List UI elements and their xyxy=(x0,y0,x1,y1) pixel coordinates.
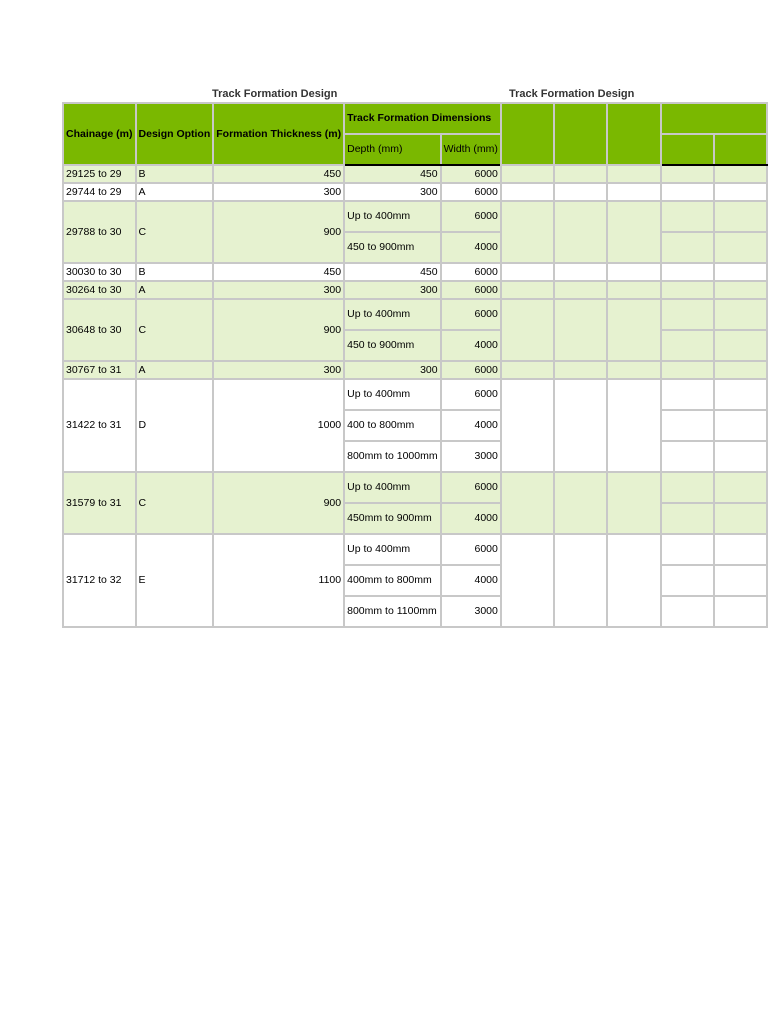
blank-cell xyxy=(661,441,714,472)
blank-cell xyxy=(661,565,714,596)
thickness-cell: 300 xyxy=(213,361,344,379)
blank-cell xyxy=(714,281,767,299)
depth-cell: 450 to 900mm xyxy=(344,232,440,263)
width-cell: 4000 xyxy=(441,330,501,361)
blank-cell xyxy=(554,165,607,183)
thickness-cell: 900 xyxy=(213,472,344,534)
table-row xyxy=(63,379,767,410)
blank-cell xyxy=(714,201,767,232)
blank-cell xyxy=(554,201,607,263)
table-row xyxy=(63,201,767,232)
width-cell: 6000 xyxy=(441,165,501,183)
blank-cell xyxy=(501,201,554,263)
option-cell: C xyxy=(136,472,214,534)
blank-cell xyxy=(661,379,714,410)
blank-cell xyxy=(501,472,554,534)
depth-cell: 450 xyxy=(344,263,440,281)
blank-cell xyxy=(607,183,660,201)
header-chainage: Chainage (m) xyxy=(63,103,136,165)
chainage-cell: 30030 to 30 xyxy=(63,263,136,281)
chainage-cell: 30767 to 31 xyxy=(63,361,136,379)
depth-cell: Up to 400mm xyxy=(344,379,440,410)
blank-cell xyxy=(714,299,767,330)
chainage-cell: 29125 to 29 xyxy=(63,165,136,183)
blank-cell xyxy=(607,165,660,183)
thickness-cell: 300 xyxy=(213,281,344,299)
header-depth: Depth (mm) xyxy=(344,134,440,165)
table-row xyxy=(63,263,767,281)
chainage-cell: 30648 to 30 xyxy=(63,299,136,361)
blank-cell xyxy=(714,379,767,410)
blank-cell xyxy=(501,379,554,472)
chainage-cell: 29744 to 29 xyxy=(63,183,136,201)
depth-cell: 450 xyxy=(344,165,440,183)
blank-cell xyxy=(714,165,767,183)
option-cell: C xyxy=(136,299,214,361)
blank-cell xyxy=(607,201,660,263)
blank-cell xyxy=(661,263,714,281)
blank-cell xyxy=(661,503,714,534)
blank-cell xyxy=(661,330,714,361)
option-cell: C xyxy=(136,201,214,263)
thickness-cell: 1100 xyxy=(213,534,344,627)
header-blank-group xyxy=(661,103,768,134)
blank-cell xyxy=(714,330,767,361)
option-cell: A xyxy=(136,183,214,201)
width-cell: 6000 xyxy=(441,534,501,565)
width-cell: 4000 xyxy=(441,565,501,596)
depth-cell: 800mm to 1100mm xyxy=(344,596,440,627)
width-cell: 3000 xyxy=(441,441,501,472)
thickness-cell: 450 xyxy=(213,263,344,281)
option-cell: A xyxy=(136,281,214,299)
chainage-cell: 31712 to 32 xyxy=(63,534,136,627)
blank-cell xyxy=(661,410,714,441)
depth-cell: 450mm to 900mm xyxy=(344,503,440,534)
width-cell: 4000 xyxy=(441,503,501,534)
thickness-cell: 900 xyxy=(213,299,344,361)
thickness-cell: 900 xyxy=(213,201,344,263)
track-formation-table xyxy=(62,102,768,628)
blank-cell xyxy=(554,299,607,361)
chainage-cell: 31422 to 31 xyxy=(63,379,136,472)
thickness-cell: 450 xyxy=(213,165,344,183)
width-cell: 3000 xyxy=(441,596,501,627)
blank-cell xyxy=(714,232,767,263)
blank-cell xyxy=(501,263,554,281)
blank-cell xyxy=(501,165,554,183)
depth-cell: 800mm to 1000mm xyxy=(344,441,440,472)
width-cell: 6000 xyxy=(441,472,501,503)
blank-cell xyxy=(661,299,714,330)
header-dimensions: Track Formation Dimensions xyxy=(344,103,501,134)
table-row xyxy=(63,299,767,330)
width-cell: 6000 xyxy=(441,183,501,201)
depth-cell: Up to 400mm xyxy=(344,472,440,503)
blank-cell xyxy=(501,183,554,201)
blank-cell xyxy=(554,281,607,299)
option-cell: B xyxy=(136,165,214,183)
chainage-cell: 31579 to 31 xyxy=(63,472,136,534)
thickness-cell: 1000 xyxy=(213,379,344,472)
header-width: Width (mm) xyxy=(441,134,501,165)
header-blank-col8 xyxy=(607,103,660,165)
blank-cell xyxy=(607,472,660,534)
blank-cell xyxy=(661,534,714,565)
depth-cell: 300 xyxy=(344,183,440,201)
chainage-cell: 29788 to 30 xyxy=(63,201,136,263)
depth-cell: Up to 400mm xyxy=(344,299,440,330)
blank-cell xyxy=(607,361,660,379)
header-design-option: Design Option xyxy=(136,103,214,165)
blank-cell xyxy=(661,361,714,379)
blank-cell xyxy=(661,201,714,232)
width-cell: 6000 xyxy=(441,361,501,379)
option-cell: D xyxy=(136,379,214,472)
width-cell: 4000 xyxy=(441,232,501,263)
depth-cell: 400 to 800mm xyxy=(344,410,440,441)
blank-cell xyxy=(501,361,554,379)
option-cell: A xyxy=(136,361,214,379)
header-blank-sub1 xyxy=(661,134,714,165)
blank-cell xyxy=(714,472,767,503)
depth-cell: 300 xyxy=(344,361,440,379)
header-blank-col7 xyxy=(554,103,607,165)
page-title-left: Track Formation Design xyxy=(212,88,338,100)
option-cell: B xyxy=(136,263,214,281)
width-cell: 6000 xyxy=(441,201,501,232)
blank-cell xyxy=(661,165,714,183)
blank-cell xyxy=(501,281,554,299)
blank-cell xyxy=(714,410,767,441)
blank-cell xyxy=(501,299,554,361)
blank-cell xyxy=(607,299,660,361)
width-cell: 6000 xyxy=(441,299,501,330)
table-row xyxy=(63,165,767,183)
blank-cell xyxy=(607,263,660,281)
blank-cell xyxy=(554,534,607,627)
option-cell: E xyxy=(136,534,214,627)
depth-cell: 450 to 900mm xyxy=(344,330,440,361)
thickness-cell: 300 xyxy=(213,183,344,201)
blank-cell xyxy=(501,534,554,627)
depth-cell: 400mm to 800mm xyxy=(344,565,440,596)
blank-cell xyxy=(554,379,607,472)
blank-cell xyxy=(554,183,607,201)
blank-cell xyxy=(607,534,660,627)
page-title-right: Track Formation Design xyxy=(509,88,635,100)
blank-cell xyxy=(661,596,714,627)
width-cell: 6000 xyxy=(441,379,501,410)
depth-cell: Up to 400mm xyxy=(344,201,440,232)
depth-cell: Up to 400mm xyxy=(344,534,440,565)
header-formation-thickness: Formation Thickness (m) xyxy=(213,103,344,165)
blank-cell xyxy=(554,361,607,379)
blank-cell xyxy=(554,472,607,534)
blank-cell xyxy=(714,441,767,472)
blank-cell xyxy=(661,183,714,201)
table-row xyxy=(63,534,767,565)
blank-cell xyxy=(661,472,714,503)
table-row xyxy=(63,281,767,299)
width-cell: 6000 xyxy=(441,281,501,299)
blank-cell xyxy=(661,281,714,299)
blank-cell xyxy=(714,534,767,565)
blank-cell xyxy=(661,232,714,263)
blank-cell xyxy=(607,281,660,299)
header-blank-sub2 xyxy=(714,134,767,165)
blank-cell xyxy=(714,361,767,379)
table-row xyxy=(63,472,767,503)
blank-cell xyxy=(714,503,767,534)
chainage-cell: 30264 to 30 xyxy=(63,281,136,299)
table-row xyxy=(63,183,767,201)
width-cell: 6000 xyxy=(441,263,501,281)
table-row xyxy=(63,361,767,379)
header-blank-col6 xyxy=(501,103,554,165)
blank-cell xyxy=(554,263,607,281)
blank-cell xyxy=(607,379,660,472)
blank-cell xyxy=(714,183,767,201)
width-cell: 4000 xyxy=(441,410,501,441)
blank-cell xyxy=(714,596,767,627)
blank-cell xyxy=(714,565,767,596)
blank-cell xyxy=(714,263,767,281)
depth-cell: 300 xyxy=(344,281,440,299)
